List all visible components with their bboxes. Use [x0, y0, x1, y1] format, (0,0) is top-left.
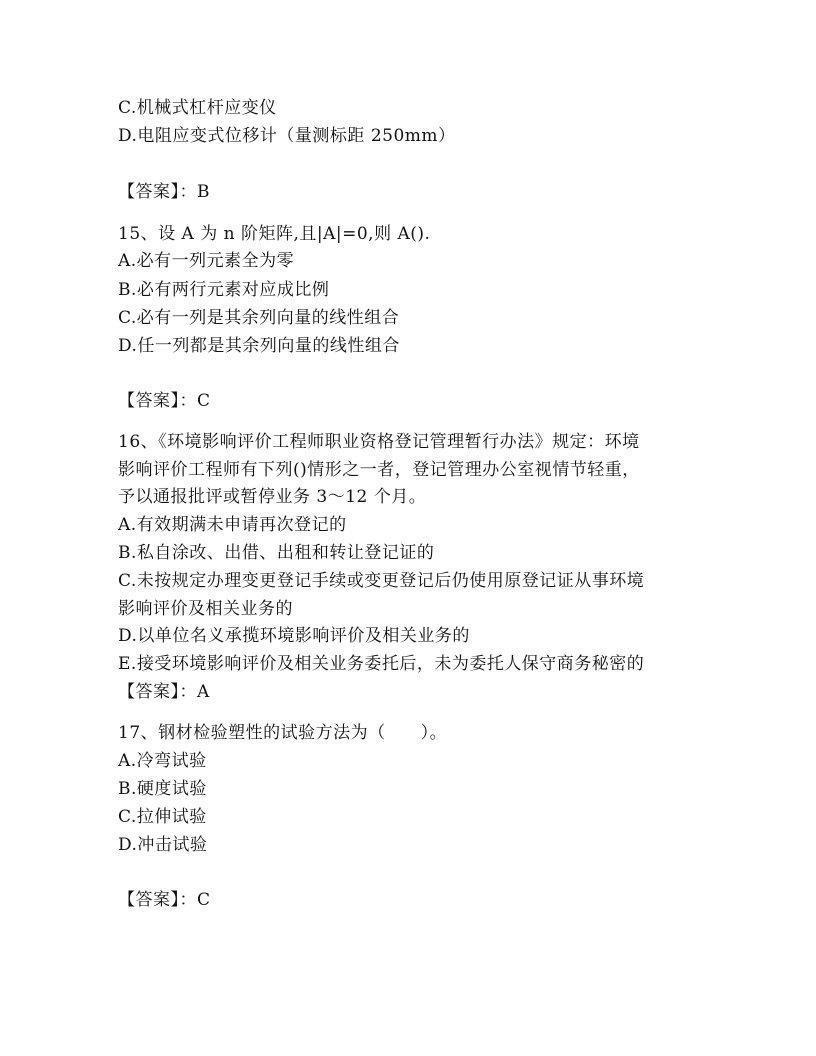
option-e-q16: E.接受环境影响评价及相关业务委托后，未为委托人保守商务秘密的: [118, 654, 645, 674]
question-17: 17、钢材检验塑性的试验方法为（ ）。: [118, 723, 448, 743]
option-c-q17: C.拉伸试验: [118, 807, 207, 827]
answer-q16: 【答案】：A: [118, 682, 210, 702]
option-b-q16: B.私自涂改、出借、出租和转让登记证的: [118, 543, 435, 563]
option-b-q15: B.必有两行元素对应成比例: [118, 280, 330, 300]
option-d-q17: D.冲击试验: [118, 835, 208, 855]
answer-q17: 【答案】：C: [118, 890, 211, 910]
option-c-q15: C.必有一列是其余列向量的线性组合: [118, 308, 400, 328]
option-d-q15: D.任一列都是其余列向量的线性组合: [118, 336, 400, 356]
option-d-q16: D.以单位名义承揽环境影响评价及相关业务的: [118, 626, 470, 646]
option-a-q16: A.有效期满未申请再次登记的: [118, 515, 347, 535]
option-b-q17: B.硬度试验: [118, 779, 207, 799]
question-16-line-1: 16、《环境影响评价工程师职业资格登记管理暂行办法》规定：环境: [118, 432, 640, 452]
question-15: 15、设 A 为 n 阶矩阵,且|A|=0,则 A().: [118, 224, 431, 244]
option-c-q16-line-1: C.未按规定办理变更登记手续或变更登记后仍使用原登记证从事环境: [118, 571, 645, 591]
option-c-q14: C.机械式杠杆应变仪: [118, 98, 277, 118]
option-a-q17: A.冷弯试验: [118, 751, 207, 771]
answer-q15: 【答案】：C: [118, 391, 211, 411]
option-a-q15: A.必有一列元素全为零: [118, 251, 295, 271]
option-c-q16-line-2: 影响评价及相关业务的: [118, 599, 293, 619]
answer-q14: 【答案】：B: [118, 182, 210, 202]
question-16-line-2: 影响评价工程师有下列()情形之一者，登记管理办公室视情节轻重，: [118, 460, 640, 480]
option-d-q14: D.电阻应变式位移计（量测标距 250mm）: [118, 126, 456, 146]
question-16-line-3: 予以通报批评或暂停业务 3～12 个月。: [118, 487, 427, 507]
